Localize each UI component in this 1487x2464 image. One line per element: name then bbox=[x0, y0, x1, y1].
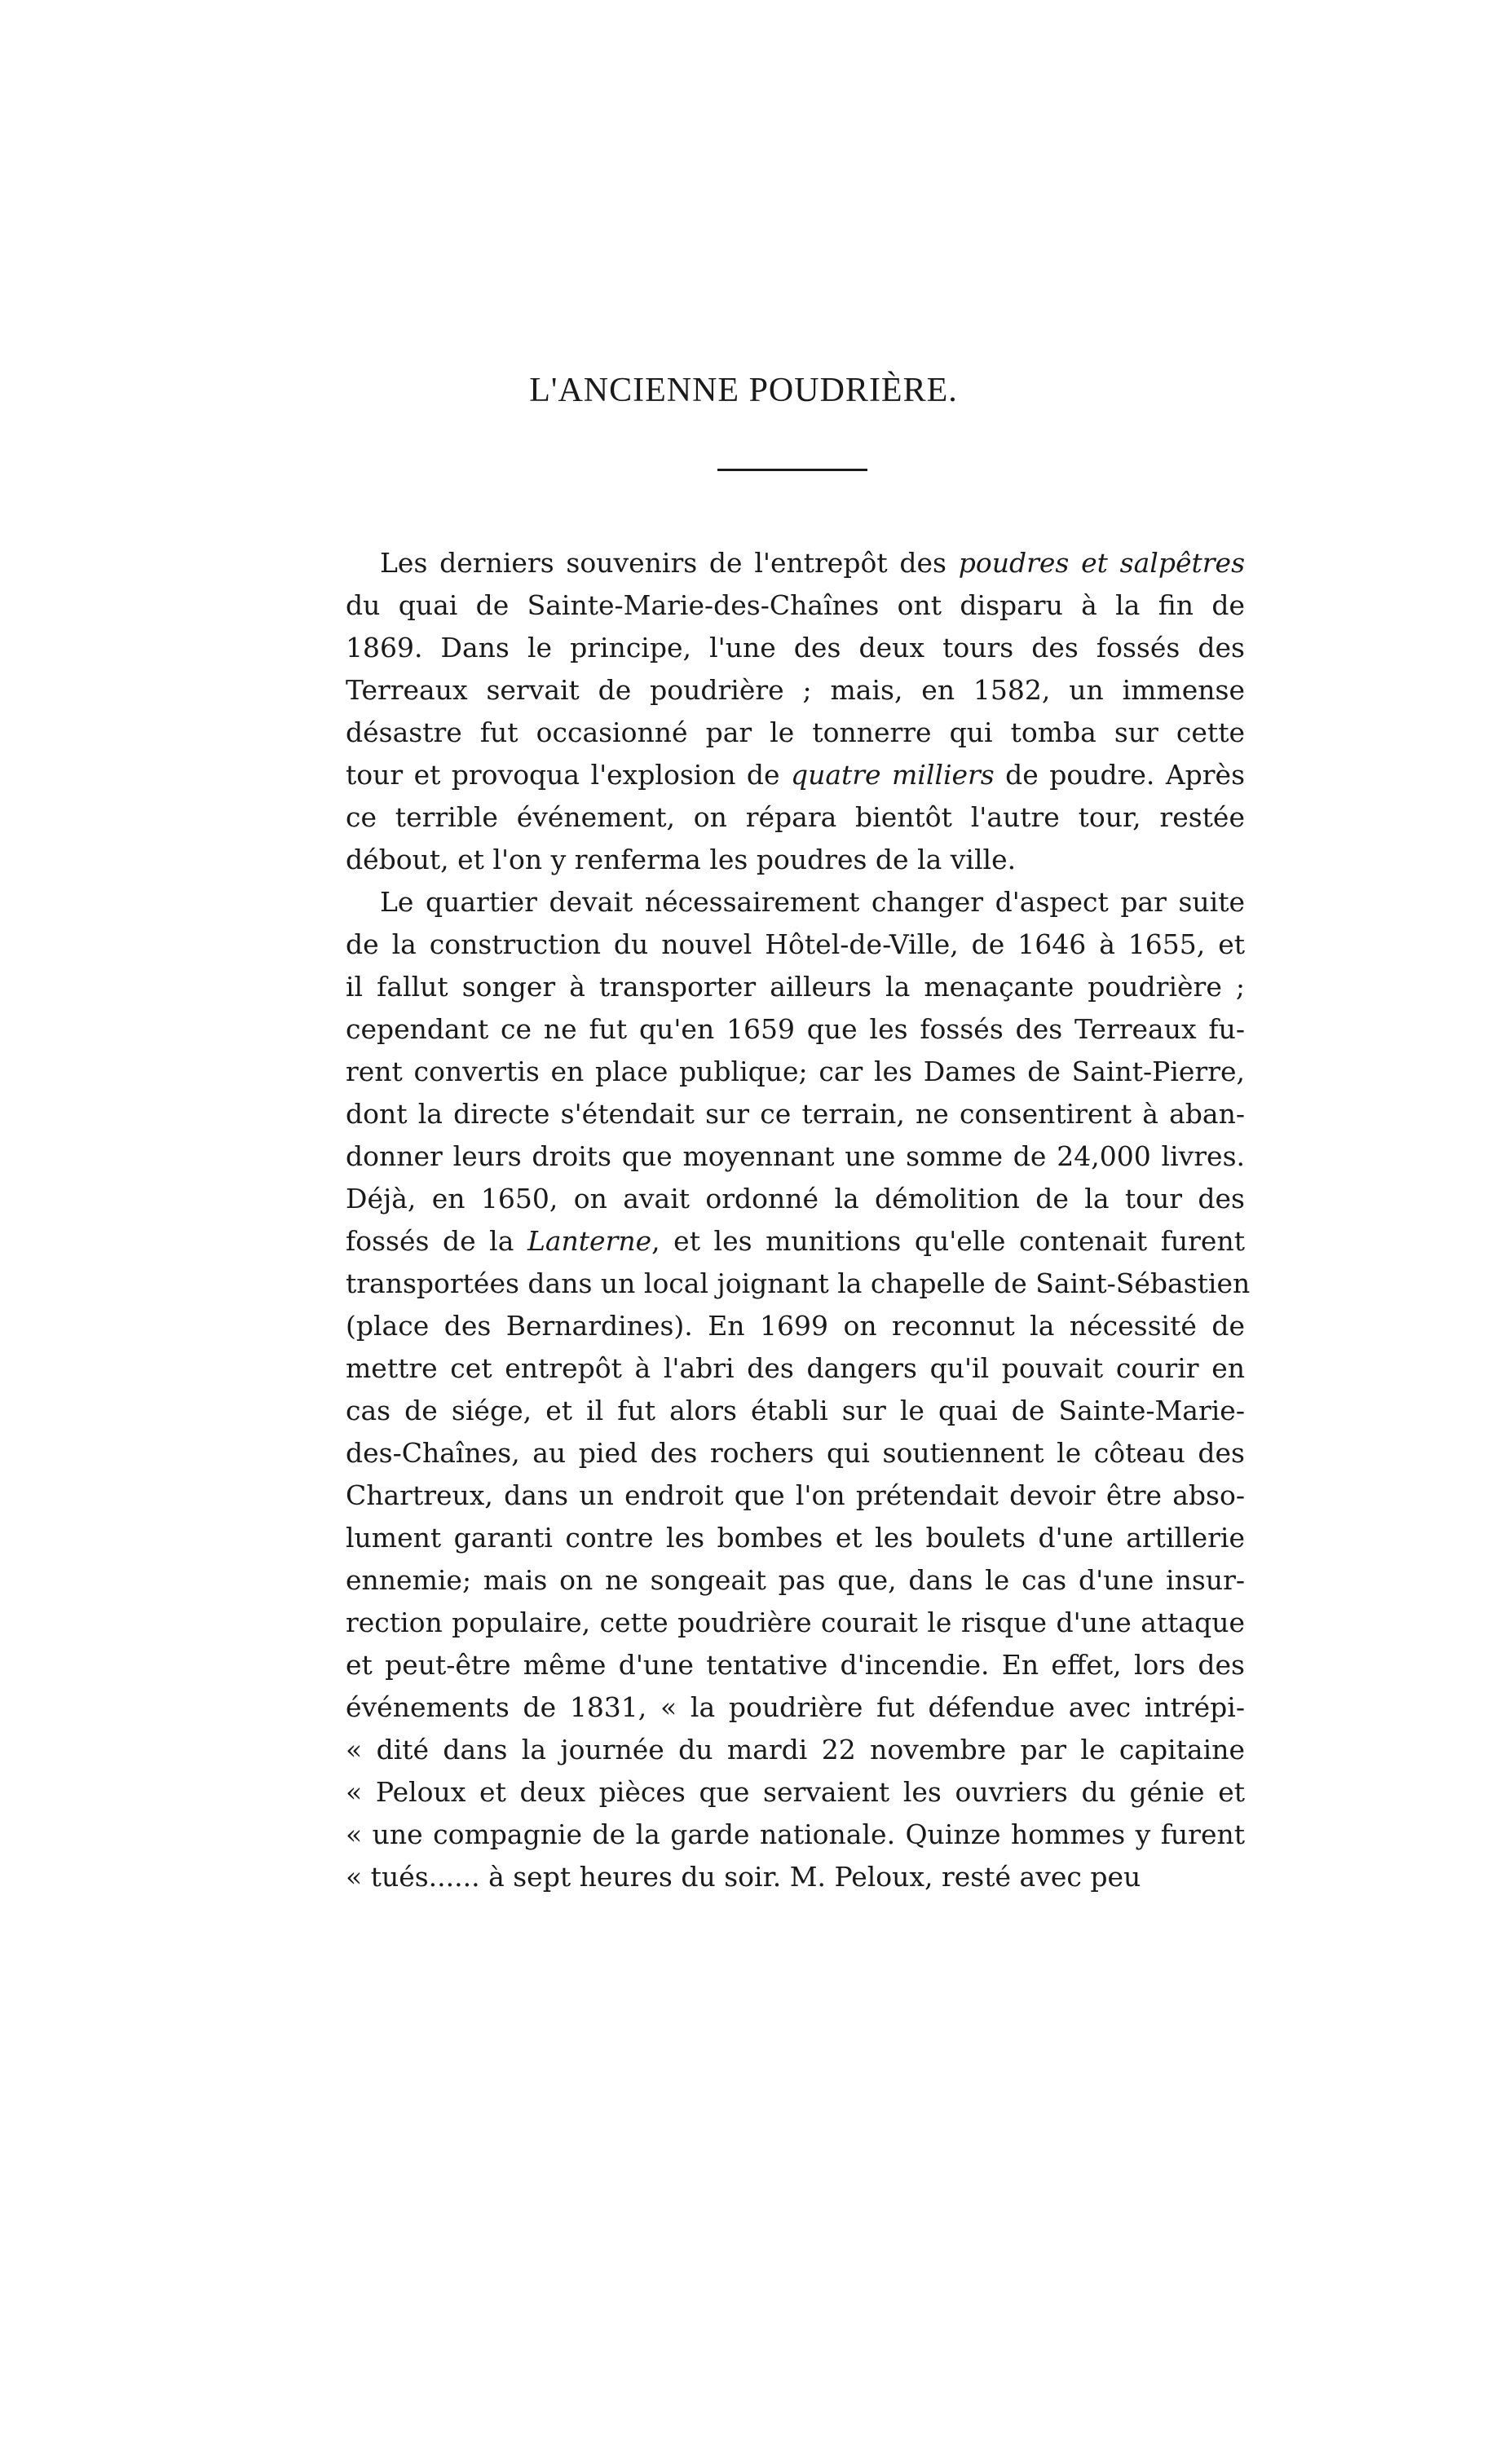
text-segment: ce terrible événement, on répara bientôt l'autre tour, restée bbox=[346, 801, 1245, 833]
text-line bbox=[346, 966, 1245, 1008]
text-segment: lument garanti contre les bombes et les boulets d'une artillerie bbox=[346, 1522, 1245, 1554]
text-segment: « une compagnie de la garde nationale. Quinze hommes y furent bbox=[346, 1818, 1245, 1850]
paragraph bbox=[346, 542, 1245, 881]
text-line bbox=[346, 584, 1245, 627]
text-line bbox=[346, 754, 1245, 796]
text-line bbox=[346, 1220, 1245, 1263]
text-segment: dont la directe s'étendait sur ce terrain, ne consentirent à aban- bbox=[346, 1098, 1245, 1130]
text-line bbox=[346, 796, 1245, 839]
text-line bbox=[346, 627, 1245, 669]
text-segment: (place des Bernardines). En 1699 on reconnut la nécessité de bbox=[346, 1310, 1245, 1342]
text-segment: du quai de Sainte-Marie-des-Chaînes ont disparu à la fin de bbox=[346, 589, 1245, 621]
text-segment: de la construction du nouvel Hôtel-de-Ville, de 1646 à 1655, et bbox=[346, 928, 1245, 960]
text-line bbox=[346, 669, 1245, 712]
text-line bbox=[346, 1305, 1245, 1347]
body-text bbox=[346, 542, 1251, 1898]
text-line bbox=[346, 1178, 1245, 1220]
text-segment: de poudre. Après bbox=[994, 759, 1246, 791]
text-segment: rent convertis en place publique; car les Dames de Saint-Pierre, bbox=[346, 1056, 1245, 1087]
text-line bbox=[346, 1686, 1245, 1729]
text-segment: rection populaire, cette poudrière courait le risque d'une attaque bbox=[346, 1607, 1245, 1638]
text-segment: cependant ce ne fut qu'en 1659 que les fossés des Terreaux fu- bbox=[346, 1013, 1245, 1045]
text-segment: Terreaux servait de poudrière ; mais, en 1582, un immense bbox=[346, 674, 1245, 706]
text-line bbox=[346, 1729, 1245, 1771]
text-segment: ennemie; mais on ne songeait pas que, dans le cas d'une insur- bbox=[346, 1564, 1245, 1596]
text-segment: , et les munitions qu'elle contenait furent bbox=[651, 1225, 1245, 1257]
text-segment: donner leurs droits que moyennant une somme de 24,000 livres. bbox=[346, 1140, 1245, 1172]
text-segment: mettre cet entrepôt à l'abri des dangers qu'il pouvait courir en bbox=[346, 1352, 1245, 1384]
page-title: L'ANCIENNE POUDRIÈRE. bbox=[529, 372, 958, 409]
text-segment: « Peloux et deux pièces que servaient les ouvriers du génie et bbox=[346, 1776, 1245, 1808]
text-line bbox=[346, 1602, 1245, 1644]
text-line bbox=[346, 1517, 1245, 1559]
text-line bbox=[346, 1474, 1245, 1517]
text-line bbox=[346, 881, 1245, 923]
italic-segment: Lanterne bbox=[527, 1225, 652, 1257]
text-line bbox=[346, 1008, 1245, 1051]
text-segment: désastre fut occasionné par le tonnerre qui tomba sur cette bbox=[346, 716, 1245, 748]
text-line bbox=[346, 1559, 1245, 1602]
text-segment: 1869. Dans le principe, l'une des deux tours des fossés des bbox=[346, 632, 1245, 663]
text-segment: des-Chaînes, au pied des rochers qui soutiennent le côteau des bbox=[346, 1437, 1245, 1469]
text-line bbox=[346, 1771, 1245, 1814]
text-line bbox=[346, 923, 1245, 966]
text-line bbox=[346, 1051, 1245, 1093]
text-segment: fossés de la bbox=[346, 1225, 527, 1257]
paragraph bbox=[346, 881, 1251, 1898]
text-segment: Le quartier devait nécessairement changer d'aspect par suite bbox=[380, 886, 1245, 918]
text-line bbox=[346, 1856, 1245, 1898]
text-segment: tour et provoqua l'explosion de bbox=[346, 759, 791, 791]
text-segment: Les derniers souvenirs de l'entrepôt des bbox=[380, 547, 959, 579]
text-segment: « tués...... à sept heures du soir. M. Peloux, resté avec peu bbox=[346, 1861, 1141, 1893]
text-line bbox=[346, 1093, 1245, 1135]
text-segment: Déjà, en 1650, on avait ordonné la démolition de la tour des bbox=[346, 1183, 1245, 1214]
text-line bbox=[346, 1135, 1245, 1178]
text-segment: et peut-être même d'une tentative d'incendie. En effet, lors des bbox=[346, 1649, 1245, 1681]
text-segment: transportées dans un local joignant la chapelle de Saint-Sébastien bbox=[346, 1267, 1251, 1299]
text-line bbox=[346, 1814, 1245, 1856]
italic-segment: poudres et salpêtres bbox=[958, 547, 1246, 579]
text-segment: « dité dans la journée du mardi 22 novembre par le capitaine bbox=[346, 1734, 1245, 1765]
text-line bbox=[346, 1390, 1245, 1432]
title-divider bbox=[717, 469, 867, 471]
text-line bbox=[346, 1432, 1245, 1474]
text-line bbox=[346, 1644, 1245, 1686]
text-line bbox=[346, 839, 1245, 881]
text-line bbox=[346, 1263, 1251, 1305]
italic-segment: quatre milliers bbox=[790, 759, 995, 791]
text-line bbox=[346, 1347, 1245, 1390]
text-segment: Chartreux, dans un endroit que l'on prétendait devoir être abso- bbox=[346, 1479, 1245, 1511]
text-line bbox=[346, 542, 1245, 584]
text-line bbox=[346, 712, 1245, 754]
text-segment: il fallut songer à transporter ailleurs la menaçante poudrière ; bbox=[346, 971, 1245, 1003]
text-segment: cas de siége, et il fut alors établi sur le quai de Sainte-Marie- bbox=[346, 1395, 1245, 1426]
text-segment: événements de 1831, « la poudrière fut défendue avec intrépi- bbox=[346, 1691, 1245, 1723]
text-segment: débout, et l'on y renferma les poudres de la ville. bbox=[346, 844, 1017, 875]
